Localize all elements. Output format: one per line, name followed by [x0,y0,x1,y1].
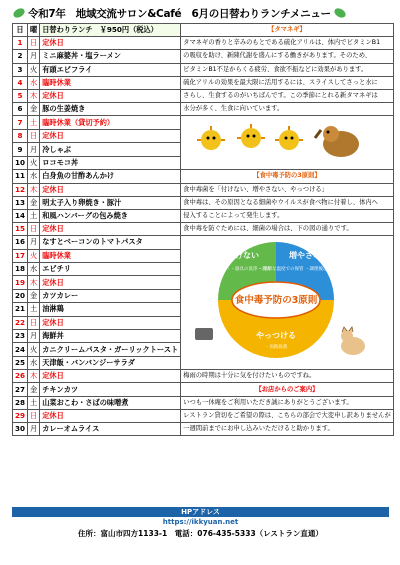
menu-sheet [12,4,389,556]
poison-text-line: 食中毒は、その原因となる細菌やウイルスが食べ物に付着し、体内へ [181,196,394,209]
table-row [13,383,394,396]
day-cell: 4 [13,76,28,89]
dow-cell: 日 [28,129,40,143]
dow-cell: 木 [28,370,40,383]
lunch-item-cell: 定休日 [40,183,181,196]
table-row [13,209,394,222]
lunch-item-cell: 定休日 [40,89,181,102]
poison-text-line: 侵入することによって発生します。 [181,209,394,222]
virus-icon [197,126,225,150]
rainy-line: 梅雨の時期は十分に気を付けたいものですね。 [181,370,394,383]
lunch-item-cell: 定休日 [40,409,181,422]
day-cell: 11 [13,170,28,183]
day-cell: 21 [13,303,28,316]
day-cell: 7 [13,116,28,130]
dow-cell: 土 [28,303,40,316]
onion-text-line: さらし、生食するのがいちばんです。この季節にとれる新タマネギは [181,89,394,102]
lunch-item-cell: チキンカツ [40,383,181,396]
dow-cell: 日 [28,223,40,236]
day-cell: 23 [13,329,28,342]
dow-cell: 土 [28,116,40,130]
lunch-item-cell: 油淋鶏 [40,303,181,316]
lunch-item-cell: 臨時休業 [40,76,181,89]
lunch-item-cell: カレーオムライス [40,423,181,436]
virus-illustration [181,116,394,170]
day-cell: 29 [13,409,28,422]
virus-icon [237,124,265,148]
dow-cell: 月 [28,423,40,436]
contact-text-line: いつも一休庵をご利用いただき誠にありがとうございます。 [181,396,394,409]
dow-cell: 日 [28,409,40,422]
dow-cell: 日 [28,37,40,50]
lunch-item-cell: 定休日 [40,37,181,50]
dow-cell: 火 [28,343,40,356]
dow-cell: 火 [28,63,40,76]
day-cell: 9 [13,143,28,157]
diagram-q2-label: 増やさない [289,251,330,261]
dow-cell: 木 [28,276,40,289]
day-cell: 15 [13,223,28,236]
lunch-item-cell: 天津飯・バンバンジーサラダ [40,356,181,369]
contact-title: 【お店からのご案内】 [181,383,394,396]
day-cell: 10 [13,156,28,170]
lunch-item-cell: 臨時休業（貸切予約） [40,116,181,130]
lunch-item-cell: 白身魚の甘酢あんかけ [40,170,181,183]
table-row [13,76,394,89]
table-row [13,196,394,209]
pot-icon [195,328,213,340]
diagram-center-label: 食中毒予防の3原則 [234,295,318,307]
dow-cell: 火 [28,156,40,170]
lunch-item-cell: カツカレー [40,289,181,302]
day-cell: 28 [13,396,28,409]
table-row [13,50,394,63]
poison-text-line: 食中毒菌を「付けない、増やさない、やっつける」 [181,183,394,196]
dow-cell: 月 [28,143,40,157]
lunch-item-cell: 和風ハンバーグの包み焼き [40,209,181,222]
lunch-item-cell: 定休日 [40,316,181,329]
hp-url-link[interactable]: https://ikkyuan.net [162,518,239,526]
table-row [13,116,394,130]
onion-text-line: 硫化アリルの効果を最大限に活用するには、スライスしてさっと水に [181,76,394,89]
day-cell: 13 [13,196,28,209]
table-row [13,103,394,116]
lunch-item-cell: 定休日 [40,129,181,143]
dow-cell: 日 [28,316,40,329]
hp-label: HPアドレス [12,507,389,517]
leaf-icon [12,7,26,19]
menu-table [12,23,394,436]
table-row [13,37,394,50]
table-row [13,236,394,249]
day-cell: 6 [13,103,28,116]
day-cell: 16 [13,236,28,249]
day-cell: 17 [13,249,28,262]
table-row [13,170,394,183]
dow-cell: 月 [28,236,40,249]
day-cell: 25 [13,356,28,369]
lunch-item-cell: なすとベーコンのトマトパスタ [40,236,181,249]
onion-text-line: の吸収を助け、新陳代謝を盛んにする働きがあります。そのため、 [181,50,394,63]
table-row [13,183,394,196]
diagram-q1-sub: ・手洗い ・器具の洗浄・消毒 [211,267,272,273]
dow-cell: 月 [28,329,40,342]
onion-text-line: 水分が多く、生食に向いています。 [181,103,394,116]
day-cell: 5 [13,89,28,102]
diagram-q3-label: やっつける [256,331,297,341]
dow-cell: 金 [28,289,40,302]
dog-icon [315,126,359,157]
dow-cell: 月 [28,50,40,63]
cat-icon [341,327,365,355]
table-row [13,63,394,76]
column-header-day: 日 [13,24,28,37]
column-header-dow: 曜 [28,24,40,37]
day-cell: 26 [13,370,28,383]
day-cell: 8 [13,129,28,143]
day-cell: 27 [13,383,28,396]
lunch-item-cell: ロコモコ丼 [40,156,181,170]
lunch-item-cell: 定休日 [40,223,181,236]
contact-text-line: レストラン貸切をご希望の際は、こちらの部会で大変申し訳ありませんが [181,409,394,422]
dow-cell: 水 [28,76,40,89]
lunch-item-cell: エビチリ [40,263,181,276]
day-cell: 18 [13,263,28,276]
dow-cell: 水 [28,170,40,183]
day-cell: 19 [13,276,28,289]
table-row [13,370,394,383]
dow-cell: 金 [28,103,40,116]
onion-title: 【タマネギ】 [181,24,394,37]
dow-cell: 土 [28,396,40,409]
dow-cell: 水 [28,356,40,369]
day-cell: 30 [13,423,28,436]
day-cell: 12 [13,183,28,196]
dow-cell: 火 [28,249,40,262]
table-row [13,409,394,422]
poison-text-line: 食中毒を防ぐためには、細菌の場合は、下の図の通りです。 [181,223,394,236]
table-header-row [13,24,394,37]
lunch-item-cell: 有頭エビフライ [40,63,181,76]
table-row [13,396,394,409]
dow-cell: 木 [28,183,40,196]
address-line: 住所：富山市四方1133-1 電話：076-435-5333（レストラン直通） [78,529,323,538]
day-cell: 3 [13,63,28,76]
onion-text-line: ビタミンB1不足からくる疲労、食欲不振などに効果があります。 [181,63,394,76]
contact-text-line: 一週間前までにお申し込みいただけると助かります。 [181,423,394,436]
leaf-icon [333,7,347,19]
food-safety-diagram [181,236,394,370]
day-cell: 14 [13,209,28,222]
poison-title: 【食中毒予防の3原則】 [181,170,394,183]
lunch-item-cell: 海鮮丼 [40,329,181,342]
lunch-item-cell: 冷しゃぶ [40,143,181,157]
table-row [13,423,394,436]
table-row [13,89,394,102]
onion-text-line: タマネギの香りと辛みのもとである硫化アリルは、体内でビタミンB1 [181,37,394,50]
diagram-q2-sub: ・適切な温度での保管 ・調理後はすみやかに食べる [258,267,364,273]
lunch-item-cell: 定休日 [40,276,181,289]
page-title: 令和7年 地域交流サロン&Café 6月の日替わりランチメニュー [28,7,331,20]
day-cell: 20 [13,289,28,302]
column-header-item: 日替わりランチ ￥950円（税込） [40,24,181,37]
dow-cell: 金 [28,196,40,209]
diagram-q1-label: 付けない [227,251,260,261]
dow-cell: 金 [28,383,40,396]
table-row [13,223,394,236]
day-cell: 2 [13,50,28,63]
dow-cell: 土 [28,209,40,222]
lunch-item-cell: 明太子入り卵焼き・豚汁 [40,196,181,209]
day-cell: 24 [13,343,28,356]
day-cell: 22 [13,316,28,329]
dow-cell: 水 [28,263,40,276]
day-cell: 1 [13,37,28,50]
dow-cell: 木 [28,89,40,102]
lunch-item-cell: 臨時休業 [40,249,181,262]
virus-icon [275,126,303,150]
lunch-item-cell: カニクリームパスタ・ガーリックトースト [40,343,181,356]
lunch-item-cell: 豚の生姜焼き [40,103,181,116]
diagram-q3-sub: ・加熱殺菌 [264,345,288,351]
lunch-item-cell: 山菜おこわ・さばの味噌煮 [40,396,181,409]
lunch-item-cell: 定休日 [40,370,181,383]
header [12,4,389,22]
lunch-item-cell: ミニ麻婆丼・塩ラーメン [40,50,181,63]
